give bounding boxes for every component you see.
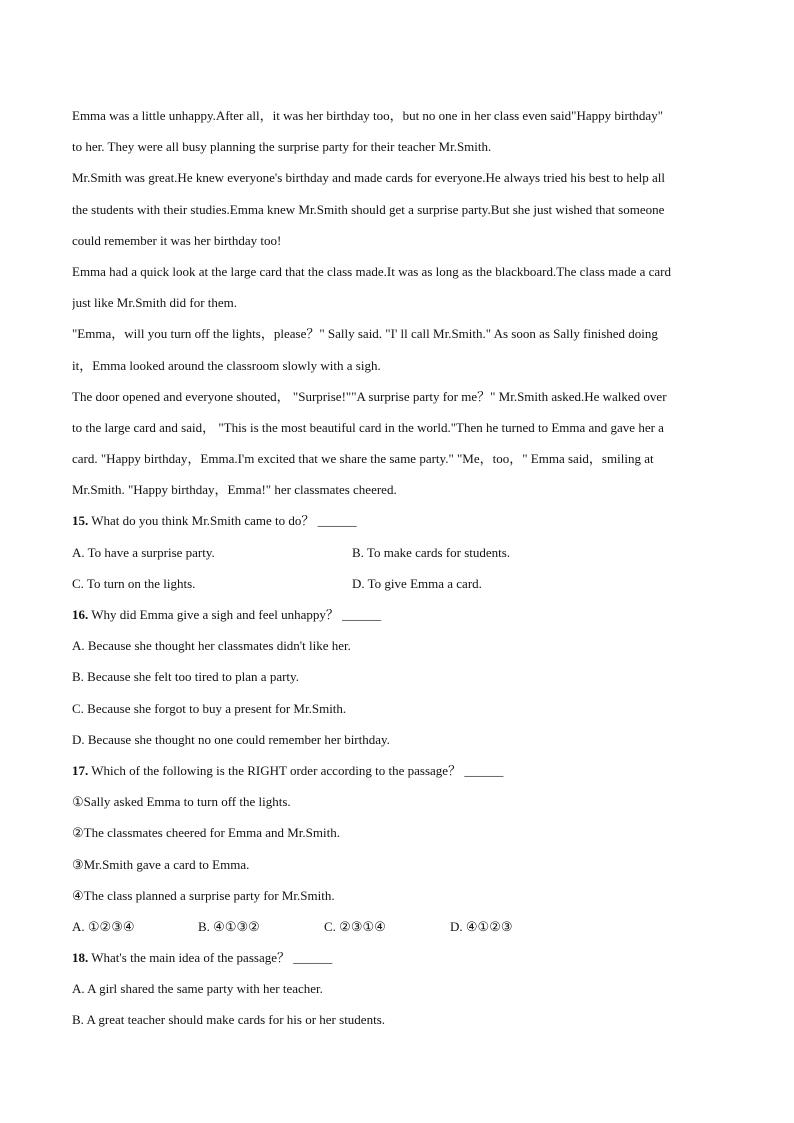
question-text: Why did Emma give a sigh and feel unhappy？ ______ <box>88 607 382 622</box>
question-number: 18. <box>72 950 89 966</box>
question-text: Which of the following is the RIGHT order according to the passage？ ______ <box>88 762 504 778</box>
option-row <box>72 911 722 942</box>
question-stem <box>72 505 722 536</box>
option-b: B. Because she felt too tired to plan a party. <box>72 669 299 685</box>
option-a: A. A girl shared the same party with her teacher. <box>72 981 323 997</box>
option-d: D. Because she thought no one could remember her birthday. <box>72 731 390 747</box>
passage-line: to her. They were all busy planning the surprise party for their teacher Mr.Smith. <box>72 139 492 155</box>
passage-line: Emma had a quick look at the large card that the class made.It was as long as the blackboard.The class made a card <box>72 263 671 279</box>
question-text: What's the main idea of the passage？ ______ <box>88 950 333 966</box>
question-18 <box>72 942 722 1036</box>
passage-line: could remember it was her birthday too! <box>72 232 282 248</box>
option-b: B. To make cards for students. <box>352 544 511 560</box>
question-stem <box>72 755 722 786</box>
option-c: C. Because she forgot to buy a present for Mr.Smith. <box>72 700 347 716</box>
option-d: D. To give Emma a card. <box>352 575 482 591</box>
reading-passage <box>72 100 722 505</box>
passage-line: card. "Happy birthday，Emma.I'm excited that we share the same party." "Me，too，" Emma said，smiling at <box>72 451 654 467</box>
question-number: 17. <box>72 762 89 778</box>
option-a: A. To have a surprise party. <box>72 544 215 560</box>
event-item: ①Sally asked Emma to turn off the lights. <box>72 794 291 810</box>
event-item: ②The classmates cheered for Emma and Mr.Smith. <box>72 825 340 841</box>
question-15 <box>72 505 722 599</box>
question-17 <box>72 755 722 942</box>
passage-line: just like Mr.Smith did for them. <box>72 295 238 311</box>
question-16 <box>72 599 722 755</box>
option-row <box>72 568 722 599</box>
option-b: B. ④①③② <box>198 918 260 934</box>
option-a: A. Because she thought her classmates didn't like her. <box>72 638 351 654</box>
passage-line: Mr.Smith. "Happy birthday，Emma!" her classmates cheered. <box>72 482 397 498</box>
passage-line: Emma was a little unhappy.After all，it was her birthday too，but no one in her class even said"Happy birthday" <box>72 108 664 123</box>
question-stem <box>72 599 722 630</box>
passage-line: "Emma，will you turn off the lights，please？" Sally said. "I' ll call Mr.Smith." As soon as Sally finished doing <box>72 326 658 342</box>
passage-line: The door opened and everyone shouted， "Surprise!""A surprise party for me？" Mr.Smith asked.He walked over <box>72 388 667 404</box>
passage-line: the students with their studies.Emma knew Mr.Smith should get a surprise party.But she just wished that someone <box>72 201 665 217</box>
passage-line: it，Emma looked around the classroom slowly with a sigh. <box>72 357 381 373</box>
passage-line: to the large card and said， "This is the most beautiful card in the world."Then he turned to Emma and gave her a <box>72 419 664 435</box>
passage-line: Mr.Smith was great.He knew everyone's birthday and made cards for everyone.He always tried his best to help all <box>72 170 665 186</box>
option-a: A. ①②③④ <box>72 918 135 934</box>
option-c: C. ②③①④ <box>324 918 386 934</box>
question-number: 15. <box>72 513 89 529</box>
option-c: C. To turn on the lights. <box>72 575 196 591</box>
option-d: D. ④①②③ <box>450 918 513 934</box>
question-stem <box>72 942 722 973</box>
question-number: 16. <box>72 607 89 622</box>
option-row <box>72 537 722 568</box>
option-b: B. A great teacher should make cards for his or her students. <box>72 1012 385 1028</box>
question-text: What do you think Mr.Smith came to do？ ______ <box>88 513 357 529</box>
document-content <box>72 100 722 1036</box>
event-item: ③Mr.Smith gave a card to Emma. <box>72 856 250 872</box>
event-item: ④The class planned a surprise party for Mr.Smith. <box>72 887 335 903</box>
